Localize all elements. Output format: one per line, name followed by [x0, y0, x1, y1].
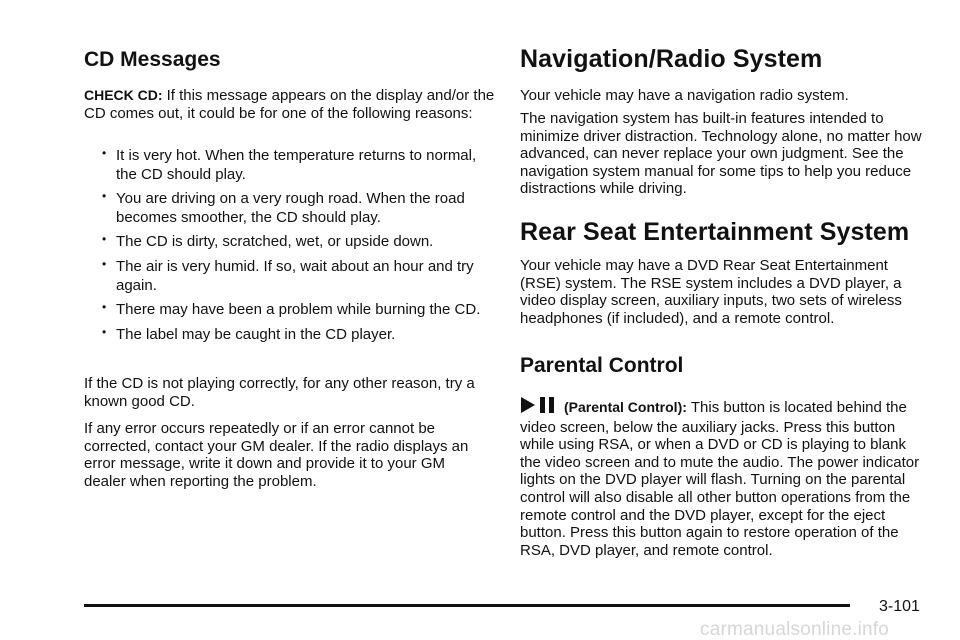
list-item: • The air is very humid. If so, wait about an hour and try again. [84, 258, 498, 295]
nav-intro-paragraph: Your vehicle may have a navigation radio system. [520, 87, 849, 104]
cd-messages-heading: CD Messages [84, 48, 221, 71]
check-cd-label: CHECK CD: [84, 87, 163, 103]
parental-control-paragraph [520, 396, 930, 559]
check-cd-text: If this message appears on the display and/or the CD comes out, it could be for one of the following reasons: [84, 87, 495, 122]
parental-control-text: This button is located behind the video screen, below the auxiliary jacks. Press this button while using RSA, or when a DVD or CD is playing to blank the video screen and to mute the audio. The power indicator lights on the DVD player will flash. Turning on the parental control will also disable all other button operations from the remote control and the DVD player, except for the eject button. Press this button again to restore operation of the RSA, DVD player, and remote control. [520, 399, 920, 559]
reasons-list [84, 147, 498, 351]
list-item: • You are driving on a very rough road. When the road becomes smoother, the CD should play. [84, 190, 498, 227]
navigation-radio-heading: Navigation/Radio System [520, 45, 823, 73]
parental-control-label: (Parental Control): [564, 399, 687, 415]
rse-paragraph: Your vehicle may have a DVD Rear Seat Entertainment (RSE) system. The RSE system includes a DVD player, a video display screen, auxiliary inputs, two sets of wireless headphones (if included), and a remote control. [520, 257, 902, 327]
not-playing-paragraph: If the CD is not playing correctly, for any other reason, try a known good CD. [84, 375, 475, 410]
rear-seat-entertainment-heading: Rear Seat Entertainment System [520, 218, 910, 246]
check-cd-paragraph [84, 87, 498, 122]
list-item: • The CD is dirty, scratched, wet, or upside down. [84, 233, 498, 252]
parental-control-heading: Parental Control [520, 354, 684, 377]
list-item: • There may have been a problem while burning the CD. [84, 301, 498, 320]
page-number: 3-101 [879, 598, 920, 615]
watermark: carmanualsonline.info [700, 619, 890, 640]
play-pause-icon [520, 396, 558, 419]
nav-features-paragraph: The navigation system has built-in features intended to minimize driver distraction. Technology alone, no matter how advanced, can never replace your own judgment. See the navigation system manual for some tips to help you reduce distractions while driving. [520, 110, 922, 198]
error-paragraph: If any error occurs repeatedly or if an error cannot be corrected, contact your GM dealer. If the radio displays an error message, write it down and provide it to your GM dealer when reporting the problem. [84, 420, 469, 490]
list-item: • It is very hot. When the temperature returns to normal, the CD should play. [84, 147, 498, 184]
list-item: • The label may be caught in the CD player. [84, 326, 498, 345]
footer-divider [84, 604, 850, 607]
